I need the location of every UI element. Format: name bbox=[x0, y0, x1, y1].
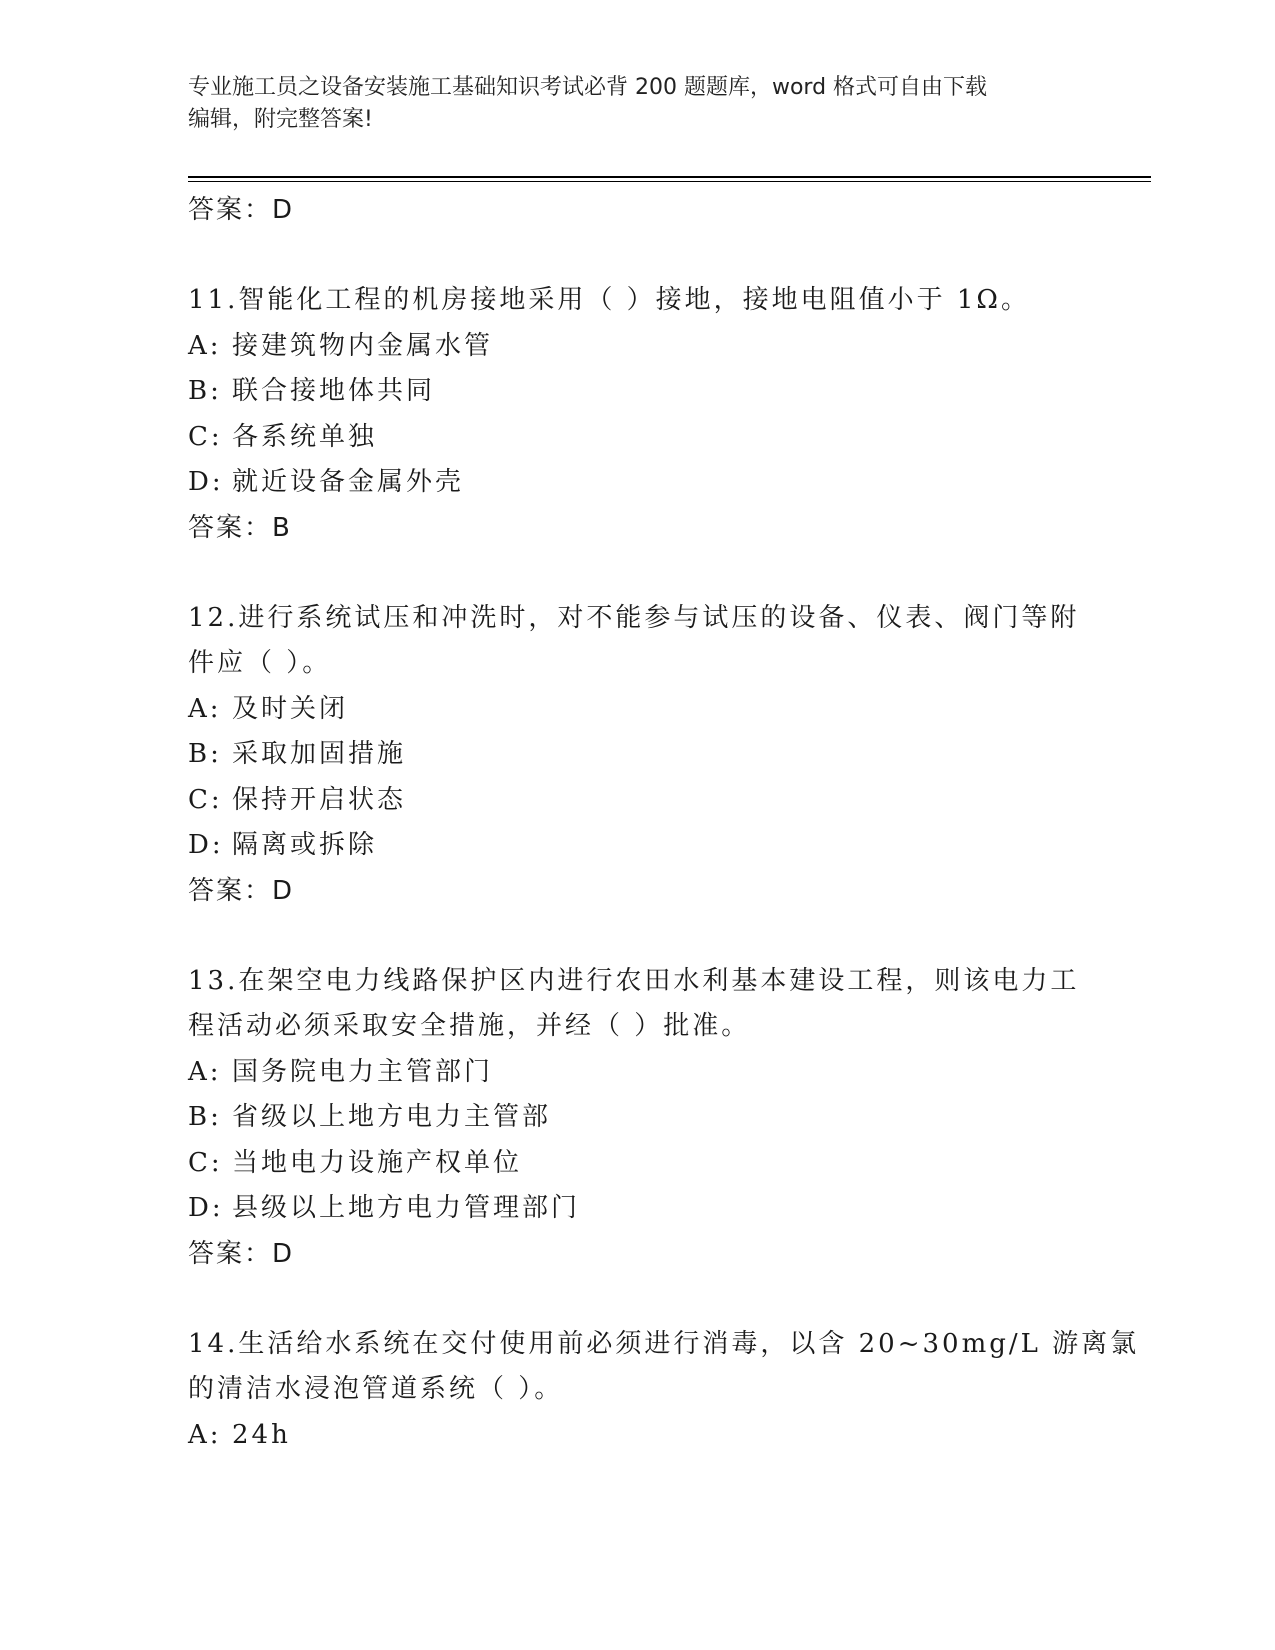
spacer bbox=[188, 551, 1088, 596]
option-d bbox=[188, 1186, 1088, 1232]
question-text: 14.生活给水系统在交付使用前必须进行消毒，以含 20~30mg/L 游离氯 bbox=[188, 1328, 1140, 1359]
option-text: 各系统单独 bbox=[232, 421, 378, 452]
option-key: C: bbox=[188, 1147, 223, 1178]
option-text: 当地电力设施产权单位 bbox=[232, 1147, 523, 1178]
option-a bbox=[188, 324, 1088, 370]
option-text: 采取加固措施 bbox=[232, 739, 407, 769]
option-key: B: bbox=[188, 739, 222, 769]
option-key: A: bbox=[188, 330, 222, 361]
answer-label: 答案： bbox=[188, 1238, 273, 1269]
option-text: 保持开启状态 bbox=[232, 784, 407, 815]
option-key: A: bbox=[188, 693, 222, 724]
option-key: A: bbox=[188, 1419, 222, 1450]
option-text: 省级以上地方电力主管部 bbox=[232, 1102, 552, 1132]
option-text: 县级以上地方电力管理部门 bbox=[232, 1193, 581, 1223]
question-text: 12.进行系统试压和冲洗时，对不能参与试压的设备、仪表、阀门等附 bbox=[188, 602, 1080, 633]
option-c bbox=[188, 415, 1088, 461]
option-key: D: bbox=[188, 1193, 224, 1223]
option-key: D: bbox=[188, 467, 224, 497]
option-d bbox=[188, 460, 1088, 506]
option-text: 联合接地体共同 bbox=[232, 376, 436, 406]
question-block bbox=[188, 278, 1088, 551]
option-text: 隔离或拆除 bbox=[232, 830, 378, 860]
question-block bbox=[188, 959, 1088, 1277]
spacer bbox=[188, 233, 1088, 278]
header-rule-thick bbox=[188, 176, 1151, 178]
option-key: B: bbox=[188, 1102, 222, 1132]
question-text: 的清洁水浸泡管道系统（ ）。 bbox=[188, 1374, 564, 1404]
option-b bbox=[188, 369, 1088, 415]
question-text: 13.在架空电力线路保护区内进行农田水利基本建设工程，则该电力工 bbox=[188, 965, 1080, 996]
answer-value: D bbox=[272, 195, 293, 225]
answer-line bbox=[188, 506, 1088, 551]
header-line-2: 编辑，附完整答案! bbox=[188, 107, 373, 132]
option-text: 24h bbox=[232, 1419, 291, 1450]
option-text: 及时关闭 bbox=[232, 693, 349, 724]
header-line-1: 专业施工员之设备安装施工基础知识考试必背 200 题题库，word 格式可自由下载 bbox=[188, 75, 988, 100]
option-a bbox=[188, 1050, 1088, 1096]
option-c bbox=[188, 778, 1088, 824]
option-text: 国务院电力主管部门 bbox=[232, 1056, 494, 1087]
question-list bbox=[188, 188, 1140, 1458]
answer-value: B bbox=[272, 512, 290, 543]
answer-label: 答案： bbox=[188, 512, 273, 543]
option-key: C: bbox=[188, 784, 223, 815]
option-a bbox=[188, 687, 1088, 733]
option-text: 就近设备金属外壳 bbox=[232, 467, 465, 497]
answer-line bbox=[188, 869, 1088, 914]
option-b bbox=[188, 732, 1088, 778]
question-text: 件应（ ）。 bbox=[188, 648, 332, 678]
page-header bbox=[188, 72, 1068, 136]
answer-label: 答案： bbox=[188, 875, 273, 906]
answer-value: D bbox=[272, 875, 293, 906]
header-rule-thin bbox=[188, 181, 1151, 182]
option-text: 接建筑物内金属水管 bbox=[232, 330, 494, 361]
spacer bbox=[188, 1277, 1088, 1322]
question-block bbox=[188, 596, 1088, 914]
option-c bbox=[188, 1141, 1088, 1187]
question-text: 11.智能化工程的机房接地采用（ ）接地，接地电阻值小于 1Ω。 bbox=[188, 285, 1030, 315]
option-b bbox=[188, 1095, 1088, 1141]
question-block bbox=[188, 1322, 1140, 1459]
option-a bbox=[188, 1413, 1088, 1459]
answer-value: D bbox=[272, 1238, 293, 1269]
option-key: B: bbox=[188, 376, 222, 406]
answer-label: 答案： bbox=[188, 195, 273, 225]
option-key: D: bbox=[188, 830, 224, 860]
question-text: 程活动必须采取安全措施，并经（ ）批准。 bbox=[188, 1011, 751, 1041]
spacer bbox=[188, 914, 1088, 959]
answer-line bbox=[188, 188, 1088, 233]
option-key: A: bbox=[188, 1056, 222, 1087]
option-d bbox=[188, 823, 1088, 869]
answer-line bbox=[188, 1232, 1088, 1277]
option-key: C: bbox=[188, 421, 223, 452]
